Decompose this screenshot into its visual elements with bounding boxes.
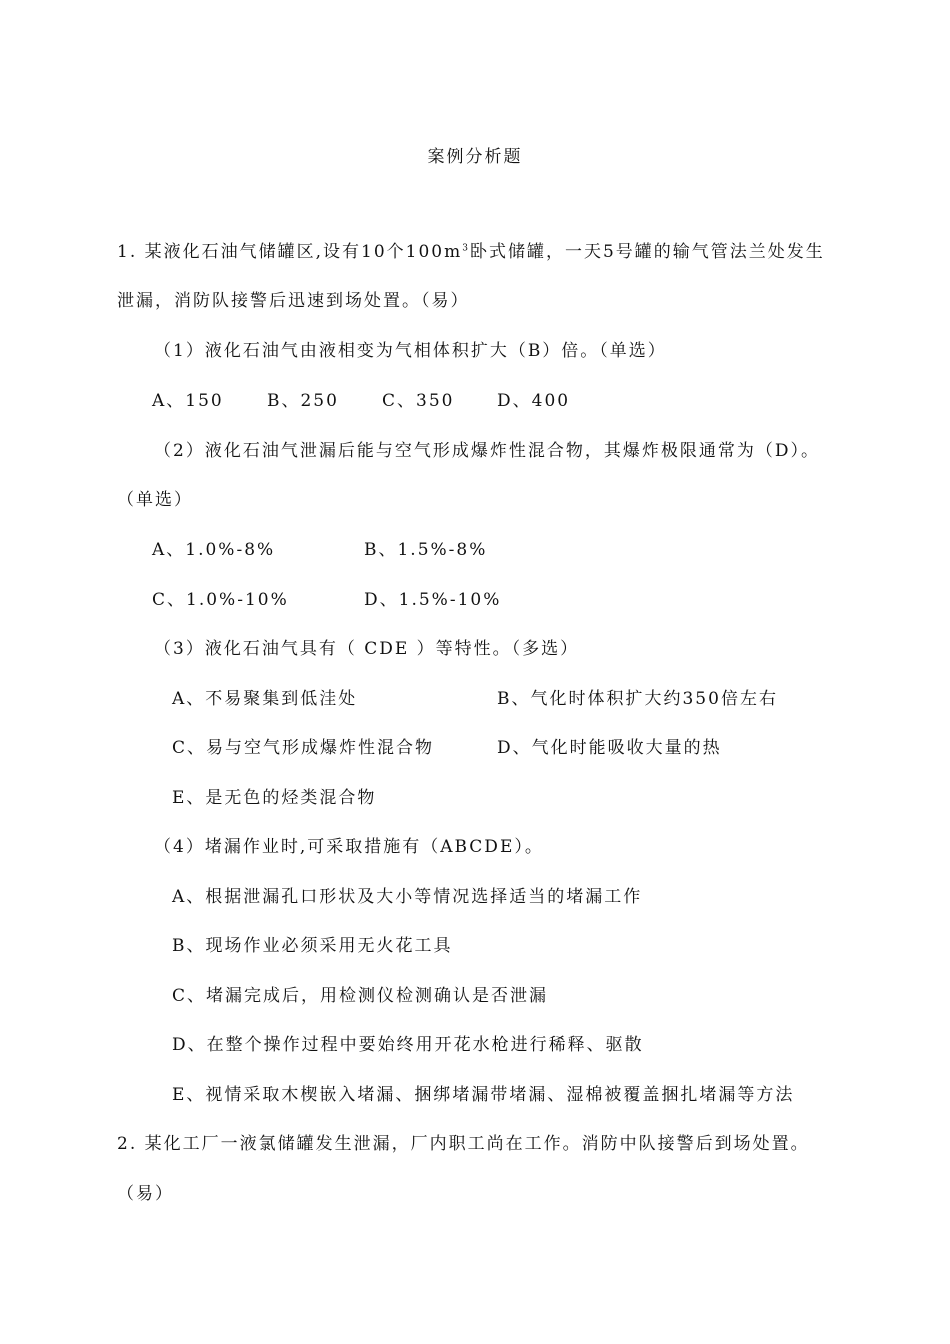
subquestion-1: （1）液化石油气由液相变为气相体积扩大（B）倍。（单选） — [154, 341, 667, 361]
subquestion-3-option-c: C、易与空气形成爆炸性混合物 — [172, 738, 435, 758]
question-2-stem-line-1: 2. 某化工厂一液氯储罐发生泄漏，厂内职工尚在工作。消防中队接警后到场处置。 — [117, 1134, 810, 1154]
subquestion-2-option-d: D、1.5%-10% — [364, 590, 502, 610]
question-1-stem-part-a: 1. 某液化石油气储罐区,设有10个100m — [117, 242, 463, 262]
subquestion-3-option-e: E、是无色的烃类混合物 — [172, 788, 377, 808]
superscript-3: 3 — [462, 243, 470, 254]
subquestion-3: （3）液化石油气具有（ CDE ）等特性。（多选） — [154, 639, 580, 659]
subquestion-2-option-c: C、1.0%-10% — [152, 590, 289, 610]
subquestion-2-line-2: （单选） — [117, 490, 193, 510]
subquestion-3-option-d: D、气化时能吸收大量的热 — [497, 738, 722, 758]
subquestion-4-option-a: A、根据泄漏孔口形状及大小等情况选择适当的堵漏工作 — [172, 887, 643, 907]
question-2-stem-line-2: （易） — [117, 1184, 174, 1204]
subquestion-4: （4）堵漏作业时,可采取措施有（ABCDE）。 — [154, 837, 544, 857]
question-1-stem-part-b: 卧式储罐，一天5号罐的输气管法兰处发生 — [469, 242, 825, 262]
subquestion-1-option-a: A、150 — [152, 391, 224, 411]
subquestion-2-line-1: （2）液化石油气泄漏后能与空气形成爆炸性混合物，其爆炸极限通常为（D）。 — [154, 441, 820, 461]
question-1-stem-line-1 — [117, 240, 825, 264]
subquestion-1-option-c: C、350 — [382, 391, 455, 411]
subquestion-4-option-e: E、视情采取木楔嵌入堵漏、捆绑堵漏带堵漏、湿棉被覆盖捆扎堵漏等方法 — [172, 1085, 795, 1105]
subquestion-4-option-c: C、堵漏完成后，用检测仪检测确认是否泄漏 — [172, 986, 549, 1006]
subquestion-3-option-a: A、不易聚集到低洼处 — [172, 689, 358, 709]
subquestion-4-option-b: B、现场作业必须采用无火花工具 — [172, 936, 453, 956]
subquestion-1-option-b: B、250 — [267, 391, 339, 411]
subquestion-1-option-d: D、400 — [497, 391, 571, 411]
question-1-stem-line-2: 泄漏，消防队接警后迅速到场处置。（易） — [117, 291, 470, 311]
subquestion-2-option-b: B、1.5%-8% — [364, 540, 488, 560]
subquestion-2-option-a: A、1.0%-8% — [152, 540, 276, 560]
subquestion-3-option-b: B、气化时体积扩大约350倍左右 — [497, 689, 778, 709]
subquestion-4-option-d: D、在整个操作过程中要始终用开花水枪进行稀释、驱散 — [172, 1035, 644, 1055]
page-title: 案例分析题 — [427, 147, 523, 167]
